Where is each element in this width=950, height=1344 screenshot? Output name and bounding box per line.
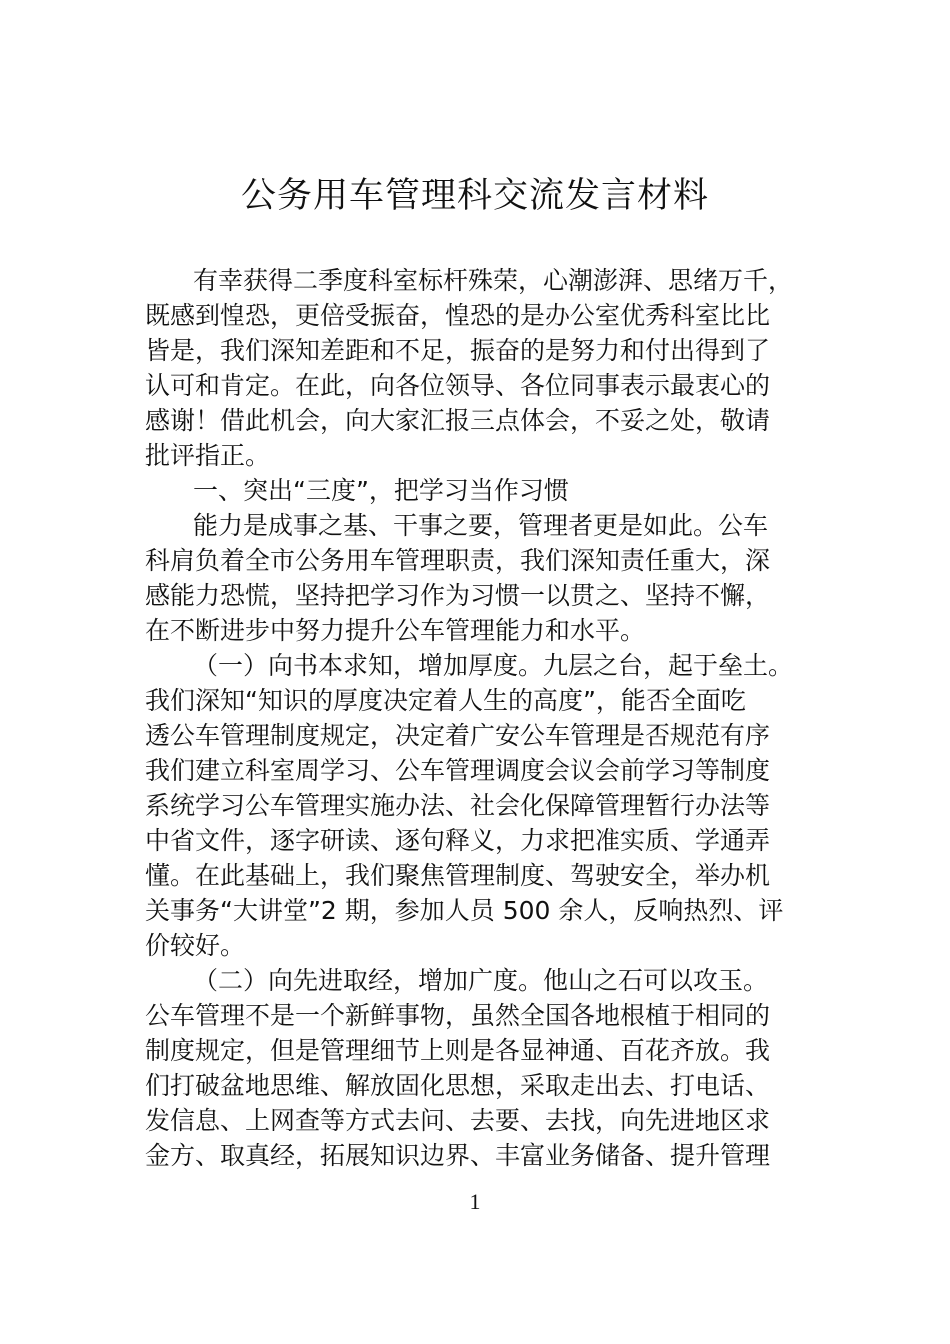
paragraph-line: 在不断进步中努力提升公车管理能力和水平。 [145, 616, 646, 645]
paragraph-line: 感能力恐慌，坚持把学习作为习惯一以贯之、坚持不懈， [145, 581, 771, 610]
page-number: 1 [469, 1189, 481, 1214]
paragraph-line: 科肩负着全市公务用车管理职责，我们深知责任重大，深 [145, 546, 771, 575]
paragraph-line: 关事务“大讲堂”2 期，参加人员 500 余人，反响热烈、评 [145, 896, 784, 925]
paragraph-line: 懂。在此基础上，我们聚焦管理制度、驾驶安全，举办机 [145, 861, 771, 890]
paragraph-line: 透公车管理制度规定，决定着广安公车管理是否规范有序 [145, 721, 771, 750]
paragraph-line: 批评指正。 [145, 441, 271, 470]
document-body [145, 263, 817, 1173]
paragraph-line: （二）向先进取经，增加广度。他山之石可以攻玉。 [193, 966, 769, 995]
paragraph-line: 感谢！借此机会，向大家汇报三点体会，不妥之处，敬请 [145, 406, 771, 435]
paragraph-line: 们打破盆地思维、解放固化思想，采取走出去、打电话、 [145, 1071, 771, 1100]
paragraph-line: 认可和肯定。在此，向各位领导、各位同事表示最衷心的 [145, 371, 771, 400]
paragraph-line: 系统学习公车管理实施办法、社会化保障管理暂行办法等 [145, 791, 771, 820]
paragraph-line: 既感到惶恐，更倍受振奋，惶恐的是办公室优秀科室比比 [145, 301, 771, 330]
section-heading: 一、突出“三度”，把学习当作习惯 [193, 476, 569, 505]
paragraph-line: 公车管理不是一个新鲜事物，虽然全国各地根植于相同的 [145, 1001, 771, 1030]
paragraph-line: 发信息、上网查等方式去问、去要、去找，向先进地区求 [145, 1106, 771, 1135]
paragraph-line: 金方、取真经，拓展知识边界、丰富业务储备、提升管理 [145, 1141, 771, 1170]
paragraph-line: 我们深知“知识的厚度决定着人生的高度”，能否全面吃 [145, 686, 746, 715]
paragraph-line: （一）向书本求知，增加厚度。九层之台，起于垒土。 [193, 651, 794, 680]
paragraph-line: 制度规定，但是管理细节上则是各显神通、百花齐放。我 [145, 1036, 771, 1065]
paragraph-line: 我们建立科室周学习、公车管理调度会议会前学习等制度 [145, 756, 771, 785]
paragraph-line: 有幸获得二季度科室标杆殊荣，心潮澎湃、思绪万千， [193, 266, 794, 295]
paragraph-line: 皆是，我们深知差距和不足，振奋的是努力和付出得到了 [145, 336, 771, 365]
paragraph-line: 中省文件，逐字研读、逐句释义，力求把准实质、学通弄 [145, 826, 771, 855]
document-title: 公务用车管理科交流发言材料 [240, 176, 709, 216]
paragraph-line: 价较好。 [145, 931, 246, 960]
paragraph-line: 能力是成事之基、干事之要，管理者更是如此。公车 [193, 511, 769, 540]
